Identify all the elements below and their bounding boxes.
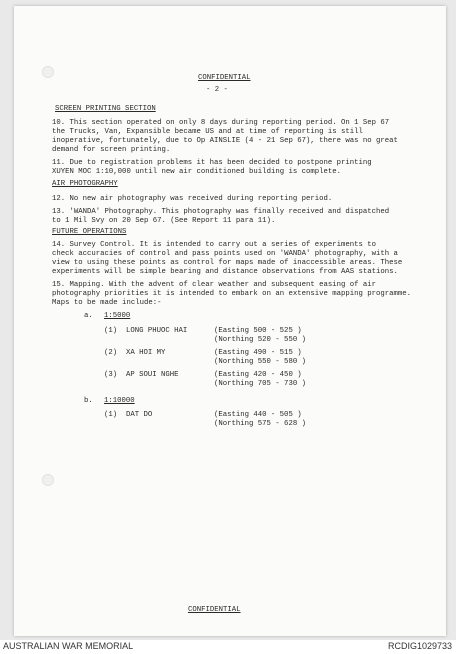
punch-hole: [42, 474, 54, 486]
para-11-line-1: 11. Due to registration problems it has been decided to postpone printing: [52, 159, 372, 167]
map-item-number: (1): [104, 327, 118, 335]
map-group-a-label: a.: [84, 312, 93, 320]
para-14-line-2: check accuracies of control and pass points used on 'WANDA' photography, with a: [52, 250, 398, 258]
map-item-northing: (Northing 705 - 730 ): [214, 380, 306, 388]
section-heading-future-operations: FUTURE OPERATIONS: [52, 228, 127, 236]
para-15-line-2: photography priorities it is intended to embark on an extensive mapping programme.: [52, 290, 412, 298]
para-13-line-2: to 1 Mil Svy on 20 Sep 67. (See Report 11 para 11).: [52, 217, 276, 225]
map-item-easting: (Easting 500 - 525 ): [214, 327, 302, 335]
map-item-number: (2): [104, 349, 118, 357]
map-item-name: XA HOI MY: [126, 349, 166, 357]
archive-reference: RCDIG1029733: [387, 641, 452, 651]
archive-name: AUSTRALIAN WAR MEMORIAL: [3, 641, 134, 651]
section-heading-air-photography: AIR PHOTOGRAPHY: [52, 180, 118, 188]
page-number: - 2 -: [206, 86, 228, 94]
archive-footer: [0, 640, 456, 654]
map-group-a-scale: 1:5000: [104, 312, 131, 320]
classification-header: CONFIDENTIAL: [198, 74, 251, 82]
map-group-b-label: b.: [84, 397, 93, 405]
punch-hole: [42, 66, 54, 78]
map-item-name: DAT DO: [126, 411, 153, 419]
para-14-line-4: experiments will be simple bearing and distance observations from AAS stations.: [52, 268, 398, 276]
para-11-line-2: XUYEN MOC 1:10,000 until new air conditioned building is complete.: [52, 168, 342, 176]
para-10-line-1: 10. This section operated on only 8 days during reporting period. On 1 Sep 67: [52, 119, 390, 127]
classification-footer: CONFIDENTIAL: [188, 606, 241, 614]
map-item-northing: (Northing 520 - 550 ): [214, 336, 306, 344]
map-item-easting: (Easting 490 - 515 ): [214, 349, 302, 357]
map-group-b-scale: 1:10000: [104, 397, 135, 405]
map-item-name: LONG PHUOC HAI: [126, 327, 188, 335]
map-item-easting: (Easting 440 - 505 ): [214, 411, 302, 419]
map-item-name: AP SOUI NGHE: [126, 371, 179, 379]
para-10-line-2: the Trucks, Van, Expansible became US and at time of reporting is still: [52, 128, 363, 136]
map-item-easting: (Easting 420 - 450 ): [214, 371, 302, 379]
map-item-number: (3): [104, 371, 118, 379]
para-14-line-3: view to using these points as control for maps made of inaccessible areas. These: [52, 259, 403, 267]
document-page: [14, 6, 446, 636]
map-item-northing: (Northing 575 - 628 ): [214, 420, 306, 428]
section-heading-screen-printing: SCREEN PRINTING SECTION: [55, 105, 156, 113]
para-13-line-1: 13. 'WANDA' Photography. This photography was finally received and dispatched: [52, 208, 390, 216]
map-item-northing: (Northing 550 - 580 ): [214, 358, 306, 366]
para-14-line-1: 14. Survey Control. It is intended to carry out a series of experiments to: [52, 241, 377, 249]
map-item-number: (1): [104, 411, 118, 419]
para-10-line-3: inoperative, fortunately, due to Op AINSLIE (4 - 21 Sep 67), there was no great: [52, 137, 398, 145]
para-12: 12. No new air photography was received during reporting period.: [52, 195, 333, 203]
para-10-line-4: demand for screen printing.: [52, 146, 171, 154]
para-15-line-3: Maps to be made include:-: [52, 299, 162, 307]
para-15-line-1: 15. Mapping. With the advent of clear weather and subsequent easing of air: [52, 281, 377, 289]
